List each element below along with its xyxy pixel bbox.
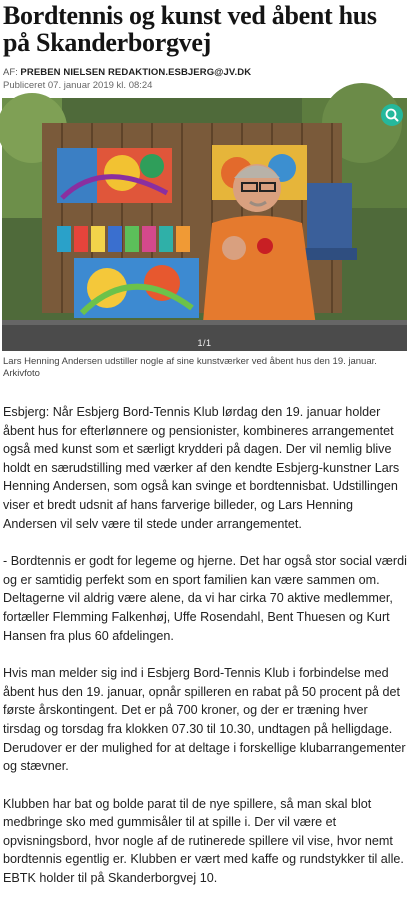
photo-counter: 1/1 xyxy=(197,338,212,348)
article-paragraph: - Bordtennis er godt for legeme og hjerne. Det har også stor social værdi og er samtidig perfekt som en sport familien kan være sammen om. Deltagerne vil aldrig være alene, da vi har cirka 70 aktive medlemmer, fortæller Flemming Falkenhøj, Uffe Rosendahl, Bent Thuesen og Kurt Hansen fra plus 60 afdelingen. xyxy=(3,554,407,643)
photo-zoom-button[interactable] xyxy=(381,104,403,126)
published-date: Publiceret 07. januar 2019 kl. 08:24 xyxy=(3,80,153,91)
magnifier-icon xyxy=(381,104,403,126)
article-paragraph: Esbjerg: Når Esbjerg Bord-Tennis Klub lørdag den 19. januar holder åbent hus for efterlønnere og pensionister, kombineres arrangementet også med kunst som et særligt krydderi på dagen. Der vil nemlig blive holdt en særudstilling med værker af den kendte Esbjerg-kunstner Lars Henning Andersen, som også kan svinge et bordtennisbat. Udstillingen viser et bredt udsnit af hans farverige billeder, og Lars Henning Andersen vil selv være til stede under arrangementet. xyxy=(3,405,400,531)
article-paragraph: Hvis man melder sig ind i Esbjerg Bord-Tennis Klub i forbindelse med åbent hus den 19. januar, opnår spilleren en rabat på 50 procent på det første årskontingent. Det er på 700 kroner, og der er træning hver tirsdag og torsdag fra klokken 07.30 til 10.30, undtagen på helligdage. Derudover er der mulighed for at deltage i forskellige klubarrangementer og stævner. xyxy=(3,666,406,774)
photo-illustration xyxy=(2,98,407,351)
article-body xyxy=(3,403,408,907)
byline-prefix: AF: xyxy=(3,67,18,78)
article-headline: Bordtennis og kunst ved åbent hus på Skanderborgvej xyxy=(3,1,377,57)
article-byline xyxy=(3,67,251,78)
article-paragraph: Klubben har bat og bolde parat til de nye spillere, så man skal blot medbringe sko med gummisåler til at spille i. Der vil være et opvisningsbord, hvor nogle af de rutinerede spillere vil vise, hvor nemt bordtennis egentlig er. Klubben er vært med kaffe og rundstykker til alle. EBTK holder til på Skanderborgvej 10. xyxy=(3,796,404,886)
byline-author[interactable]: PREBEN NIELSEN REDAKTION.ESBJERG@JV.DK xyxy=(20,67,252,78)
photo-caption: Lars Henning Andersen udstiller nogle af sine kunstværker ved åbent hus den 19. januar. Arkivfoto xyxy=(3,356,377,379)
article-photo[interactable] xyxy=(2,98,407,351)
